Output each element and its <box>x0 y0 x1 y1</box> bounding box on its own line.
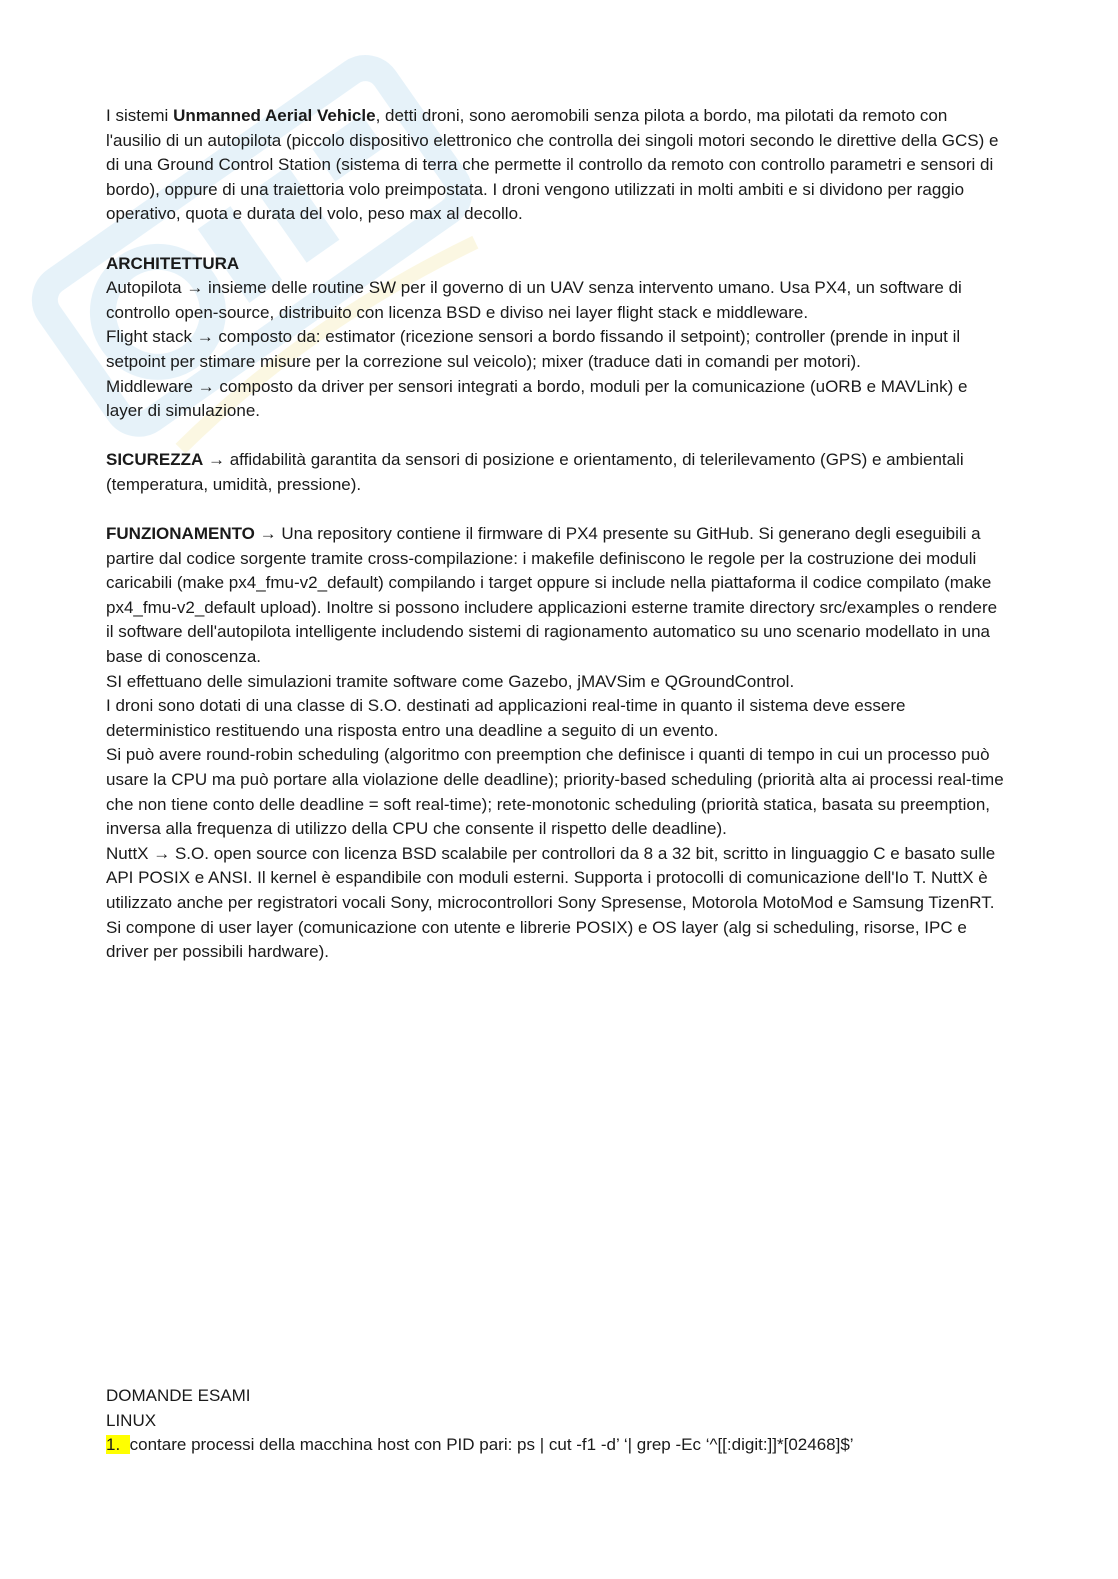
intro-paragraph <box>106 104 1006 227</box>
funzionamento-simulazioni: SI effettuano delle simulazioni tramite software come Gazebo, jMAVSim e QGroundControl. <box>106 671 795 691</box>
sicurezza-text: → affidabilità garantita da sensori di posizione e orientamento, di telerilevamento (GPS) e ambientali (temperatura, umidità, pressione). <box>106 450 964 494</box>
exam-question-text: contare processi della macchina host con PID pari: ps | cut -f1 -d’ ‘| grep -Ec ‘^[[:digit:]]*[02468]$’ <box>129 1435 854 1455</box>
document-body <box>106 104 1006 965</box>
architettura-middleware: Middleware → composto da driver per sensori integrati a bordo, moduli per la comunicazione (uORB e MAVLink) e layer di simulazione. <box>106 376 968 421</box>
sicurezza-paragraph <box>106 448 1006 497</box>
exam-title: DOMANDE ESAMI <box>106 1386 251 1405</box>
exam-subtitle: LINUX <box>106 1410 157 1430</box>
exam-section <box>106 1384 1006 1458</box>
funzionamento-text: → Una repository contiene il firmware di PX4 presente su GitHub. Si generano degli eseguibili a partire dal codice sorgente tramite cross-compilazione: i makefile definiscono le regole per la costruzione dei moduli caricabili (make px4_fmu-v2_default) compilando i target oppure si include nella piattaforma il codice compilato (make px4_fmu-v2_default upload). Inoltre si possono includere applicazioni esterne tramite directory src/examples o rendere il software dell'autopilota intelligente includendo sistemi di ragionamento automatico su uno scenario modellato in una base di conoscenza. <box>106 524 998 667</box>
architettura-flight-stack: Flight stack → composto da: estimator (ricezione sensori a bordo fissando il setpoint); controller (prende in input il setpoint per stimare misure per la correzione sul veicolo); mixer (traduce dati in comandi per motori). <box>106 327 961 371</box>
funzionamento-paragraph <box>106 522 1006 670</box>
intro-bold-term: Unmanned Aerial Vehicle <box>173 106 376 125</box>
architettura-autopilota: Autopilota → insieme delle routine SW per il governo di un UAV senza intervento umano. Usa PX4, un software di controllo open-source, distribuito con licenza BSD e diviso nei layer flight stack e middleware. <box>106 278 962 322</box>
funzionamento-realtime: I droni sono dotati di una classe di S.O. destinati ad applicazioni real-time in quanto il sistema deve essere deterministico restituendo una risposta entro una deadline a seguito di un evento. <box>106 696 906 740</box>
funzionamento-scheduling: Si può avere round-robin scheduling (algoritmo con preemption che definisce i quanti di tempo in cui un processo può usare la CPU ma può portare alla violazione delle deadline); priority-based scheduling (priorità alta ai processi real-time che non tiene conto delle deadline = soft real-time); rete-monotonic scheduling (priorità statica, basata su preemption, inversa alla frequenza di utilizzo della CPU che consente il rispetto delle deadline). <box>106 745 1004 839</box>
exam-question-number: 1. <box>106 1435 121 1455</box>
sicurezza-heading: SICUREZZA <box>106 450 204 470</box>
funzionamento-heading: FUNZIONAMENTO <box>106 524 255 544</box>
funzionamento-nuttx: NuttX → S.O. open source con licenza BSD scalabile per controllori da 8 a 32 bit, scritto in linguaggio C e basato sulle API POSIX e ANSI. Il kernel è espandibile con moduli esterni. Supporta i protocolli di comunicazione dell'Io T. NuttX è utilizzato anche per registratori vocali Sony, microcontrollori Sony Spresense, Motorola MotoMod e Samsung TizenRT. Si compone di user layer (comunicazione con utente e librerie POSIX) e OS layer (alg si scheduling, risorse, IPC e driver per possibili hardware). <box>106 843 996 962</box>
intro-text-rest: , detti droni, sono aeromobili senza pilota a bordo, ma pilotati da remoto con l'ausilio di un autopilota (piccolo dispositivo elettronico che controlla dei singoli motori secondo le direttive della GCS) e di una Ground Control Station (sistema di terra che permette il controllo da remoto con controllo parametri e sensori di bordo), oppure di una traiettoria volo preimpostata. I droni vengono utilizzati in molti ambiti e si dividono per raggio operativo, quota e durata del volo, peso max al decollo. <box>106 106 999 224</box>
intro-text-start: I sistemi <box>106 106 174 125</box>
exam-question <box>106 1433 1006 1458</box>
architettura-heading: ARCHITETTURA <box>106 253 240 273</box>
